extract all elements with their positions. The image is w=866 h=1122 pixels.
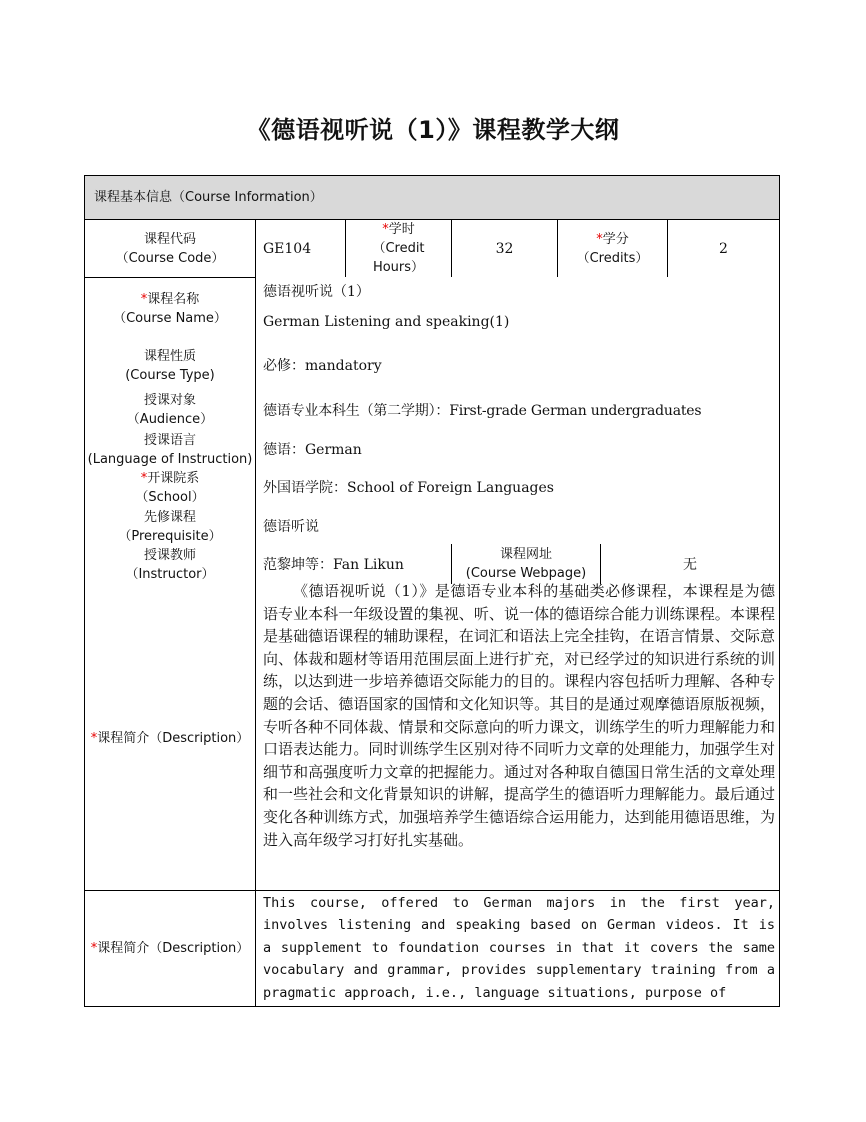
language-label: 授课语言 (Language of Instruction) [87,433,253,467]
credits-label: *学分 （Credits） [576,231,649,266]
prerequisite-value: 德语听说 [263,519,319,535]
course-type-value: 必修：mandatory [263,358,382,374]
webpage-label: 课程网址 (Course Webpage) [465,547,587,581]
description-en-label: *课程简介（Description） [90,940,250,956]
row-divider [85,277,255,278]
page-title: 《德语视听说（1）》课程教学大纲 [246,116,620,144]
description-zh-label: *课程简介（Description） [90,730,250,746]
instructor-label: 授课教师 （Instructor） [125,548,215,582]
webpage-value: 无 [683,557,697,573]
description-zh-text: 《德语视听说（1）》是德语专业本科的基础类必修课程，本课程是为德语专业本科一年级设置的集视、听、说一体的德语综合能力训练课程。本课程是基础德语课程的辅助课程，在词汇和语法上完全挂钩，在语言情景、交际意向、体裁和题材等语用范围层面上进行扩充，对已经学过的知识进行系统的训练，以达到进一步培养德语交际能力的目的。课程内容包括听力理解、各种专题的会话、德语国家的国情和文化知识等。其目的是通过观摩德语原版视频，专听各种不同体裁、情景和交际意向的听力课文，训练学生的听力理解能力和口语表达能力。同时训练学生区别对待不同听力文章的处理能力，加强学生对细节和高强度听力文章的把握能力。通过对各种取自德国日常生活的文章处理和一些社会和文化背景知识的讲解，提高学生的德语听力理解能力。最后通过变化各种训练方式，加强培养学生德语综合运用能力，达到能用德语思维，为进入高年级学习打好扎实基础。 [263,582,775,849]
course-name-label: *课程名称 （Course Name） [113,292,227,326]
audience-label: 授课对象 （Audience） [126,393,214,427]
course-name-value-en: German Listening and speaking(1) [263,314,510,330]
instructor-value: 范黎坤等：Fan Likun [263,557,404,573]
course-info-table [84,175,780,1007]
description-en-text: This course, offered to German majors in the first year, involves listening and speaking based on German videos. It is a supplement to foundation courses in that it covers the same vocabulary and grammar, provides supplementary training from a pragmatic approach, i.e., language situations, purpose of [263,895,775,1001]
credit-hours-label: *学时 （Credit Hours） [372,222,425,275]
school-label: *开课院系 （School） [135,471,205,505]
language-value: 德语：German [263,442,362,458]
section-header: 课程基本信息（Course Information） [85,176,779,220]
label-column-divider [255,220,256,1006]
course-code-value: GE104 [263,240,312,257]
school-value: 外国语学院：School of Foreign Languages [263,480,554,496]
course-type-label: 课程性质 (Course Type) [125,349,215,383]
row-divider [85,890,779,891]
audience-value: 德语专业本科生（第二学期）：First-grade German undergraduates [263,403,702,419]
course-name-value-zh: 德语视听说（1） [263,284,370,300]
credits-value: 2 [719,240,728,257]
prerequisite-label: 先修课程 （Prerequisite） [118,510,222,544]
course-code-label: 课程代码 （Course Code） [115,232,225,266]
credit-hours-value: 32 [495,240,514,257]
